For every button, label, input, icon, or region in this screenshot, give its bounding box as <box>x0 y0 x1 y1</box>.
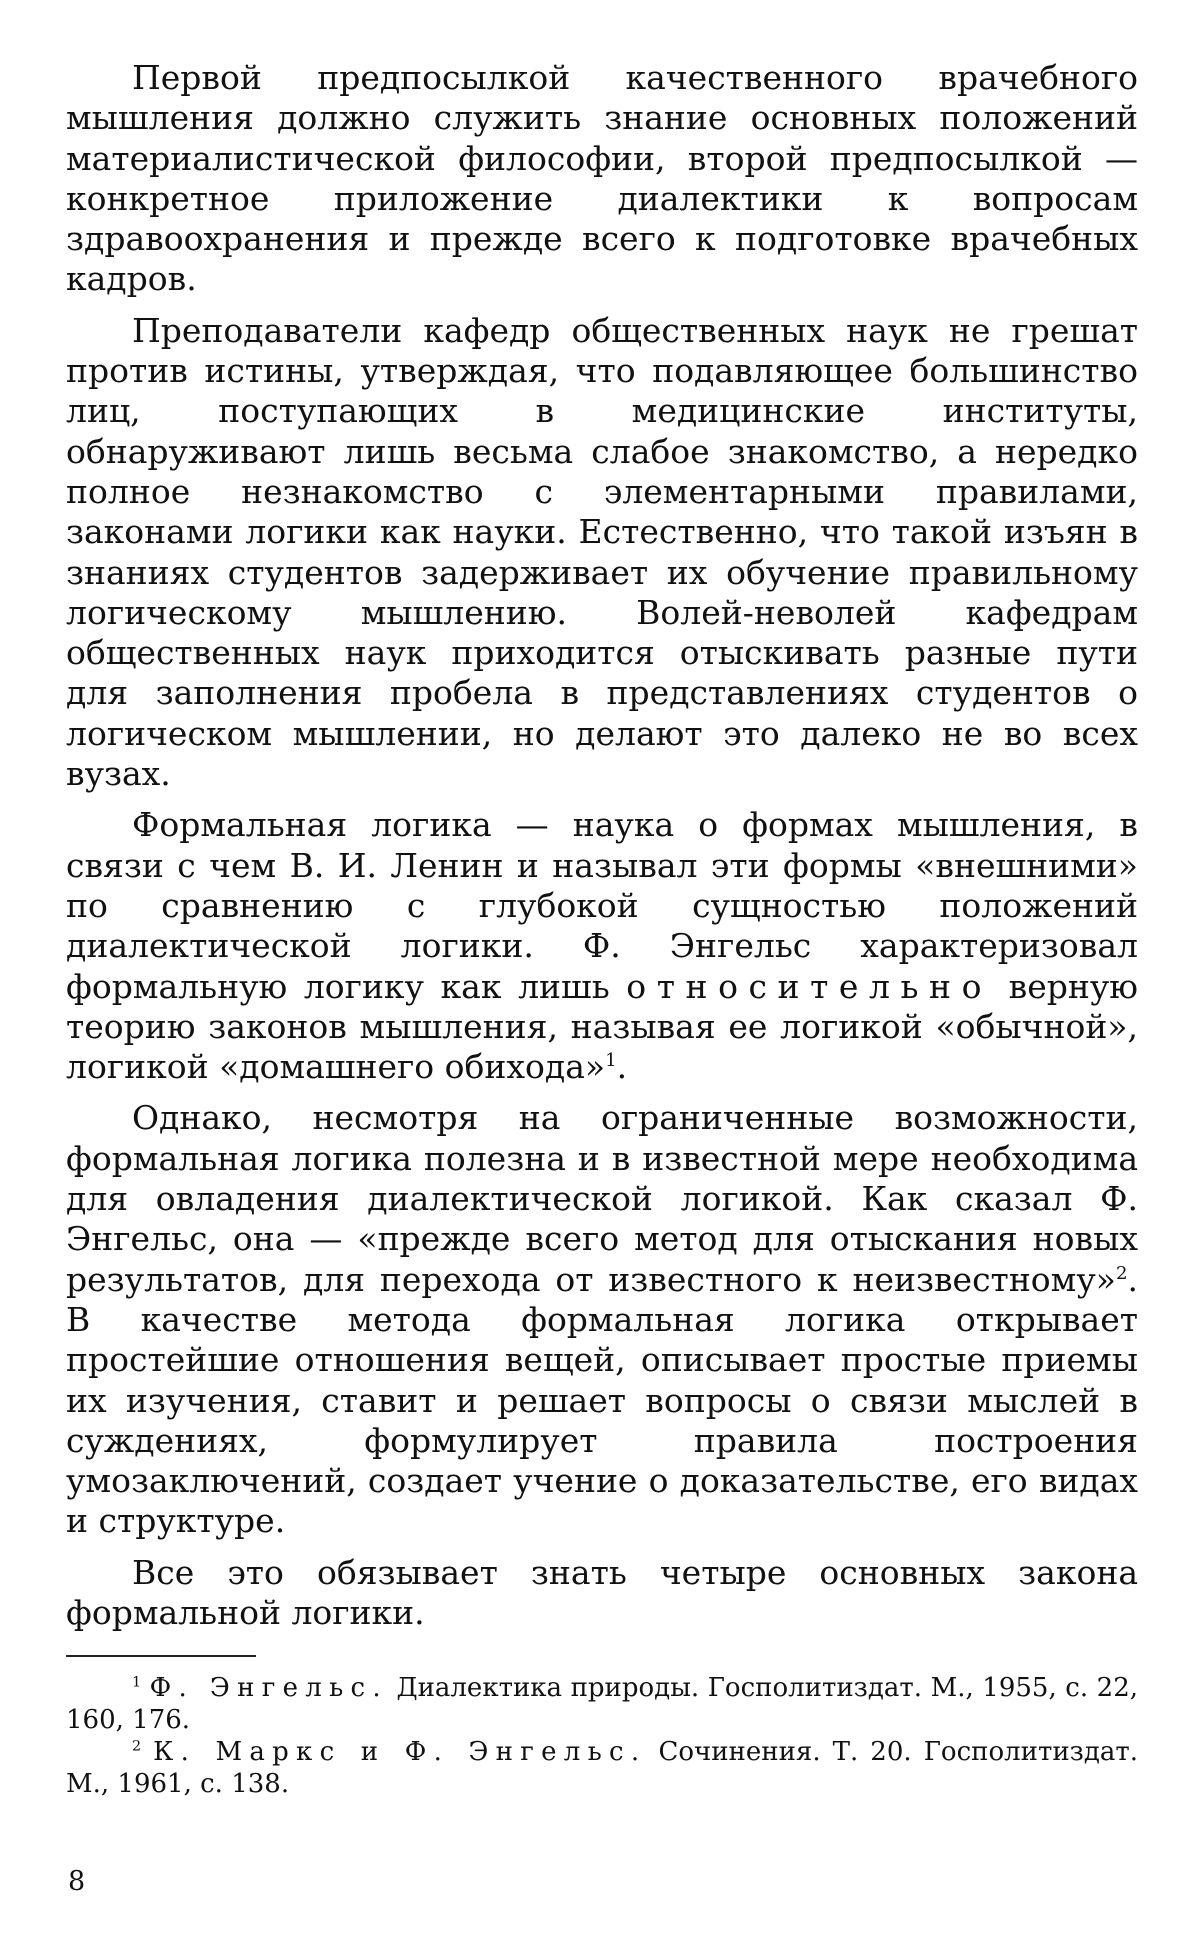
footnote-ref-1[interactable]: 1 <box>605 1050 617 1072</box>
footnote-mark-1: 1 <box>132 1674 142 1691</box>
footnote-2-author: К. Маркс и Ф. Энгельс. <box>153 1737 647 1767</box>
footnote-1 <box>66 1672 1138 1736</box>
footnote-2 <box>66 1736 1138 1800</box>
footnote-2-text: Сочинения. Т. 20. Госполитиздат. М., 1961, с. 138. <box>66 1737 1139 1799</box>
paragraph-3-period: . <box>616 1047 628 1087</box>
footnotes <box>66 1672 1138 1800</box>
paragraph-1: Первой предпосылкой качественного врачебного мышления должно служить знание основных положений материалистической философии, второй предпосылкой — конкретное приложение диалектики к вопросам здравоохранения и прежде всего к подготовке врачебных кадров. <box>66 58 1138 299</box>
footnote-1-text: Диалектика природы. Госполитиздат. М., 1955, с. 22, 160, 176. <box>66 1673 1139 1735</box>
page-number: 8 <box>68 1866 86 1897</box>
page-body <box>66 58 1138 1644</box>
footnote-divider <box>66 1655 256 1657</box>
paragraph-3-text-end: верную теорию законов мышления, называя ее логикой «обычной», логикой «домашнего обихода» <box>66 966 1138 1087</box>
paragraph-4-text-start: Однако, несмотря на ограниченные возможности, формальная логика полезна и в известной мере необходима для овладения диалектической логикой. Как сказал Ф. Энгельс, она — «прежде всего метод для отыскания новых результатов, для перехода от известного к неизвестному» <box>66 1098 1138 1299</box>
paragraph-3-text-start: Формальная логика — наука о формах мышления, в связи с чем В. И. Ленин и называл эти формы «внешними» по сравнению с глубокой сущностью положений диалектической логики. Ф. Энгельс характеризовал формальную логику как лишь <box>66 805 1138 1006</box>
paragraph-3 <box>66 805 1138 1087</box>
spaced-emphasis: относительно <box>626 966 993 1006</box>
footnote-mark-2: 2 <box>132 1738 142 1755</box>
main-text <box>66 58 1138 1633</box>
paragraph-5: Все это обязывает знать четыре основных закона формальной логики. <box>66 1552 1138 1632</box>
paragraph-4-text-end: . В качестве метода формальная логика открывает простейшие отношения вещей, описывает простые приемы их изучения, ставит и решает вопросы о связи мыслей в суждениях, формулирует правила построения умозаключений, создает учение о доказательстве, его видах и структуре. <box>66 1259 1138 1541</box>
paragraph-4 <box>66 1098 1138 1541</box>
footnote-1-author: Ф. Энгельс. <box>149 1673 388 1703</box>
footnote-ref-2[interactable]: 2 <box>1115 1262 1128 1284</box>
paragraph-2: Преподаватели кафедр общественных наук не грешат против истины, утверждая, что подавляющее большинство лиц, поступающих в медицинские институты, обнаруживают лишь весьма слабое знакомство, а нередко полное незнакомство с элементарными правилами, законами логики как науки. Естественно, что такой изъян в знаниях студентов задерживает их обучение правильному логическому мышлению. Волей-неволей кафедрам общественных наук приходится отыскивать разные пути для заполнения пробела в представлениях студентов о логическом мышлении, но делают это далеко не во всех вузах. <box>66 310 1138 794</box>
